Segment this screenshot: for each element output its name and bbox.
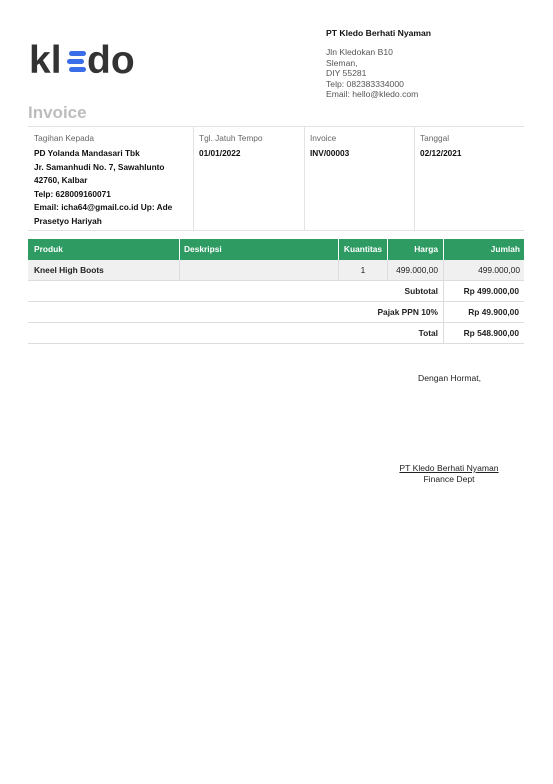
row-quantity: 1 — [338, 260, 387, 280]
invoice-date-column — [414, 127, 525, 230]
subtotal-value: Rp 499.000,00 — [443, 281, 524, 301]
invoice-date-value: 02/12/2021 — [420, 148, 462, 158]
invoice-number-label: Invoice — [310, 133, 337, 143]
closing-greeting: Dengan Hormat, — [418, 373, 482, 383]
kledo-logo — [29, 38, 139, 80]
billing-line: 42760, Kalbar — [34, 175, 88, 185]
subtotal-label: Subtotal — [404, 286, 438, 296]
row-description — [179, 260, 343, 280]
logo-e-bar-middle — [67, 59, 84, 64]
row-price: 499.000,00 — [387, 260, 443, 280]
total-label: Total — [418, 328, 438, 338]
header-amount: Jumlah — [443, 239, 525, 260]
company-address-line: Jln Kledokan B10 — [326, 47, 393, 58]
billing-address — [34, 147, 194, 228]
company-phone: Telp: 082383334000 — [326, 78, 404, 89]
invoice-number-column — [304, 127, 419, 230]
header-product: Produk — [34, 244, 63, 254]
kledo-logo-graphic — [29, 38, 139, 80]
billing-line: PD Yolanda Mandasari Tbk — [34, 148, 140, 158]
billing-line: Telp: 628009160071 — [34, 188, 111, 199]
due-date-column — [193, 127, 309, 230]
document-title: Invoice — [28, 103, 87, 122]
billing-label: Tagihan Kepada — [34, 133, 94, 143]
line-items-table — [28, 239, 524, 344]
tax-row — [28, 302, 524, 323]
row-product: Kneel High Boots — [34, 265, 104, 275]
billing-line: Prasetyo Hariyah — [34, 215, 102, 226]
logo-e-bar-top — [69, 51, 86, 56]
invoice-info-grid — [28, 126, 524, 231]
header-quantity: Kuantitas — [338, 239, 387, 260]
signature-block — [392, 463, 506, 485]
total-value: Rp 548.900,00 — [443, 323, 524, 343]
tax-label: Pajak PPN 10% — [377, 307, 438, 317]
table-header — [28, 239, 524, 260]
logo-do-letters: do — [87, 39, 135, 80]
due-date-label: Tgl. Jatuh Tempo — [199, 133, 263, 143]
header-price: Harga — [387, 239, 443, 260]
billing-line: Email: icha64@gmail.co.id Up: Ade — [34, 202, 173, 212]
company-block — [326, 28, 431, 99]
signer-name: PT Kledo Berhati Nyaman — [399, 463, 499, 473]
row-amount: 499.000,00 — [443, 260, 525, 280]
signer-department: Finance Dept — [423, 474, 475, 484]
logo-kl-letters: kl — [29, 39, 62, 80]
table-row — [28, 260, 524, 281]
company-email: Email: hello@kledo.com — [326, 89, 419, 100]
billing-line: Jr. Samanhudi No. 7, Sawahlunto — [34, 161, 165, 172]
tax-value: Rp 49.900,00 — [443, 302, 524, 322]
company-name: PT Kledo Berhati Nyaman — [326, 28, 432, 38]
invoice-number-value: INV/00003 — [310, 148, 350, 158]
subtotal-row — [28, 281, 524, 302]
invoice-date-label: Tanggal — [420, 133, 450, 143]
header-description: Deskripsi — [179, 239, 343, 260]
billing-column — [34, 127, 194, 230]
total-row — [28, 323, 524, 344]
company-address-line: DIY 55281 — [326, 68, 367, 79]
logo-e-bar-bottom — [69, 67, 86, 72]
due-date-value: 01/01/2022 — [199, 148, 241, 158]
company-address-line: Sleman, — [326, 57, 358, 68]
